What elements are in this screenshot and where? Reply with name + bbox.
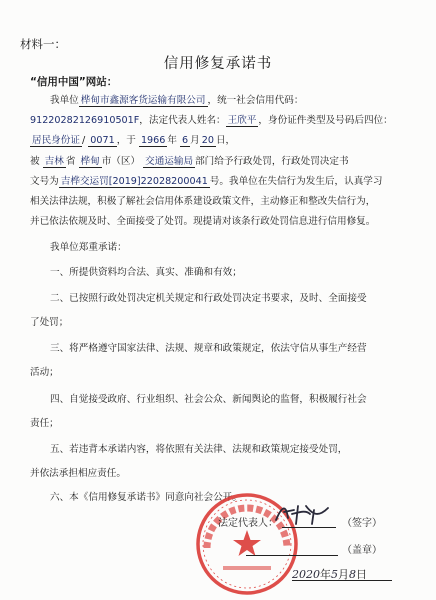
seal-suffix: （盖章） [342,545,382,556]
commit-item-4b: 责任； [30,418,59,429]
penalty-month: 6 [182,135,189,146]
date-day: 8 [349,568,356,581]
commit-item-4a: 四、自觉接受政府、行业组织、社会公众、新闻舆论的监督，积极履行社会 [50,394,367,405]
province: 吉林 [44,156,64,167]
material-label: 材料一： [20,37,66,51]
commit-item-2a: 二、已按照行政处罚决定机关规定和行政处罚决定书要求，及时、全面接受 [50,293,367,304]
addressee: “信用中国”网站： [30,76,118,88]
seal-line [246,555,338,556]
penalty-year: 1966 [140,135,166,146]
decision-number: 吉桦交运罚[2019]22028200041 [60,176,208,187]
commit-item-1: 一、所提供资料均合法、真实、准确和有效； [50,267,242,278]
commit-item-5a: 五、若违背本承诺内容，将依照有关法律、法规和政策规定接受处罚， [50,444,348,455]
commit-item-5b: 并依法承担相应责任。 [30,468,126,479]
signature-suffix: （签字） [342,518,382,529]
commit-item-2b: 了处罚； [30,317,69,328]
commit-intro: 我单位郑重承诺： [50,242,127,253]
sign-date: 2020年5月8日 [292,568,367,581]
commit-item-3b: 活动； [30,367,59,378]
commit-item-3a: 三、将严格遵守国家法律、法规、规章和政策规定，依法守信从事生产经营 [50,343,367,354]
para1-line5: 文号为 吉桦交运罚[2019]22028200041 号。我单位在失信行为发生后，认真学习 [30,176,383,187]
para1-line4: 被 吉林 省 桦甸 市（区） 交通运输局 部门给予行政处罚，行政处罚决定书 [30,156,349,167]
document-title: 信用修复承诺书 [163,56,273,72]
city: 桦甸 [80,156,100,167]
id-type: 居民身份证 [32,135,80,146]
date-underline [292,580,392,581]
credit-code: 91220282126910501F [30,115,140,126]
para1-line2: 91220282126910501F，法定代表人姓名： 王欣平 ，身份证件类型及号码后四位： [30,115,393,126]
para1-line6: 相关法律法规，积极了解社会信用体系建设政策文件，主动修正和整改失信行为， [30,196,376,207]
legal-rep-name: 王欣平 [227,115,257,126]
para1-line3: 居民身份证 / 0071 ，于 1966 年 6 月 20 日， [32,135,236,146]
date-year: 2020 [292,568,320,581]
penalty-day: 20 [201,135,214,146]
para1-line1: 我单位 桦甸市鑫源客货运输有限公司 ，统一社会信用代码： [50,95,304,106]
date-month: 5 [331,568,338,581]
department: 交通运输局 [145,156,194,167]
id-last4: 0071 [90,135,115,146]
handwritten-signature [272,500,332,528]
signature-line [282,527,336,528]
para1-line7: 并已依法依规及时、全面接受了处罚。现提请对该条行政处罚信息进行信用修复。 [30,216,376,227]
commit-item-6: 六、本《信用修复承诺书》同意向社会公开。 [50,492,242,503]
company-name: 桦甸市鑫源客货运输有限公司 [80,95,206,106]
legal-rep-label: 法定代表人： [218,518,278,529]
